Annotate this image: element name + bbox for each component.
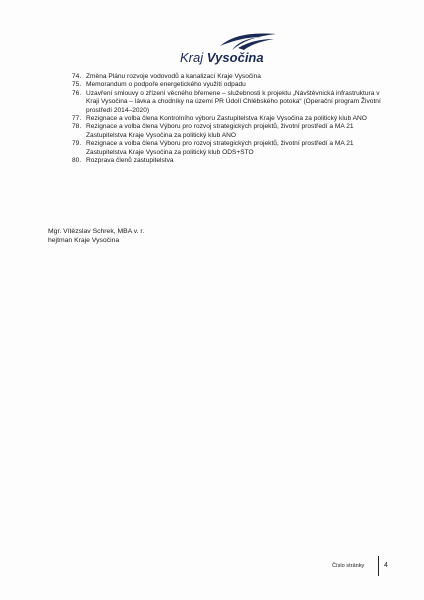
logo-word-vysocina: Vysočina <box>206 50 264 65</box>
agenda-item-text: Rezignace a volba člena Výboru pro rozvoj strategických projektů, životní prostředí a MA 21 Zastupitelstva Kraje Vysočina za politický klub ANO <box>86 123 354 139</box>
agenda-item-number: 75. <box>72 81 82 89</box>
swoosh-logo-icon <box>218 30 278 52</box>
agenda-item-text: Rozprava členů zastupitelstva <box>86 157 174 165</box>
agenda-item <box>72 81 382 89</box>
agenda-list <box>72 73 382 165</box>
agenda-item-text: Rezignace a volba člena Kontrolního výboru Zastupitelstva Kraje Vysočina za politický klub ANO <box>86 115 367 123</box>
footer-divider <box>378 556 379 576</box>
signatory-name: Mgr. Vítězslav Schrek, MBA v. r. <box>48 228 145 235</box>
agenda-item-number: 77. <box>72 115 82 123</box>
agenda-item-text: Uzavření smlouvy o zřízení věcného břemene – služebnosti k projektu „Návštěvnická infrastruktura v Kraji Vysočina – lávka a chodníky na území PR Údolí Chlébského potoka“ (Operační program Životní prostředí 2014–2020) <box>86 89 381 114</box>
logo-wordmark <box>180 50 264 66</box>
kraj-vysocina-logo <box>180 30 280 68</box>
agenda-item <box>72 90 382 115</box>
agenda-item-number: 74. <box>72 73 82 80</box>
page-number: 4 <box>384 562 388 569</box>
agenda-item <box>72 123 382 140</box>
agenda-item-number: 78. <box>72 123 82 131</box>
signature-block <box>48 227 144 245</box>
page-number-label: Číslo stránky <box>332 563 365 569</box>
signatory-title: hejtman Kraje Vysočina <box>48 237 120 244</box>
agenda-item <box>72 157 382 165</box>
agenda-item-number: 79. <box>72 140 82 148</box>
agenda-item-text: Memorandum o podpoře energetického využití odpadu <box>86 81 246 89</box>
agenda-item-text: Změna Plánu rozvoje vodovodů a kanalizací Kraje Vysočina <box>86 73 261 80</box>
logo-word-kraj: Kraj <box>180 50 204 65</box>
agenda-item-number: 80. <box>72 157 82 165</box>
agenda-item-text: Rezignace a volba člena Výboru pro rozvoj strategických projektů, životní prostředí a MA 21 Zastupitelstva Kraje Vysočina za politický klub ODS+STO <box>86 140 354 156</box>
agenda-item <box>72 73 382 81</box>
agenda-item-number: 76. <box>72 89 82 97</box>
agenda-item <box>72 140 382 157</box>
